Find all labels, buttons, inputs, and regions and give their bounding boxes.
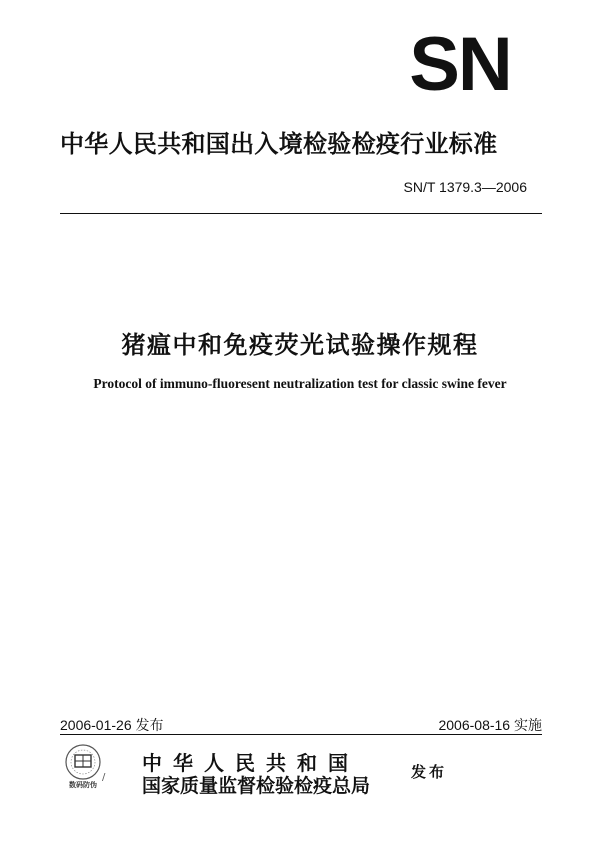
sn-logo	[398, 26, 522, 98]
document-title: 猪瘟中和免疫荧光试验操作规程	[121, 331, 479, 359]
header-divider	[60, 213, 542, 214]
issuer-country: 中华人民共和国	[142, 751, 359, 775]
implementation-date: 2006-08-16 实施	[438, 717, 542, 733]
svg-text:数码防伪: 数码防伪	[69, 781, 97, 789]
issue-verb: 发布	[411, 763, 448, 781]
issuer-agency: 国家质量监督检验检疫总局	[142, 775, 371, 797]
footer-divider	[60, 734, 542, 735]
standard-number: SN/T 1379.3—2006	[403, 179, 527, 195]
svg-text:SN: SN	[409, 26, 511, 98]
document-english-title: Protocol of immuno-fluoresent neutralization test for classic swine fever	[93, 376, 507, 391]
issue-date: 2006-01-26 发布	[60, 717, 164, 733]
anti-counterfeit-seal-icon	[58, 740, 108, 790]
standard-body-title: 中华人民共和国出入境检验检疫行业标准	[60, 130, 498, 158]
seal-mark: /	[102, 772, 106, 783]
